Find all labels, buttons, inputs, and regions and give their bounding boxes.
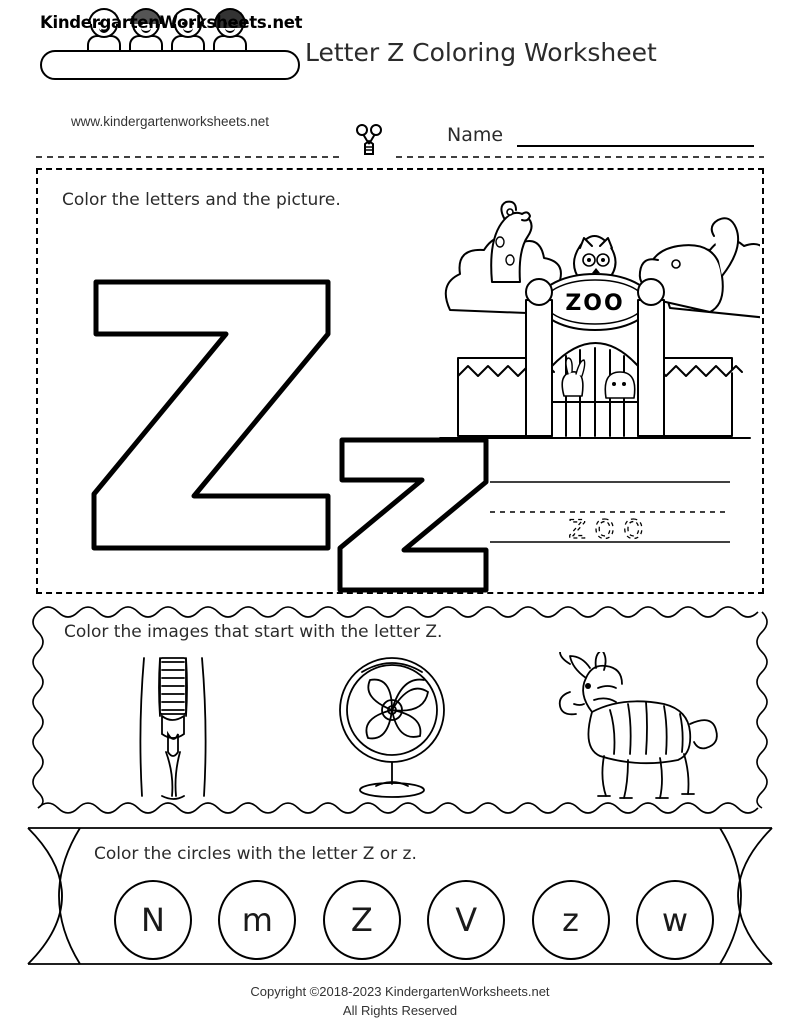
- letter-circle[interactable]: z: [532, 880, 610, 960]
- letter-circle[interactable]: Z: [323, 880, 401, 960]
- color-circles-section: [22, 822, 778, 970]
- name-label: Name: [447, 124, 504, 146]
- section2-instruction: Color the images that start with the letter Z.: [64, 622, 443, 642]
- fan-icon[interactable]: [322, 652, 462, 807]
- site-logo[interactable]: [40, 8, 303, 108]
- cut-line: [0, 152, 800, 162]
- zoo-scene-icon[interactable]: [430, 190, 760, 480]
- section3-instruction: Color the circles with the letter Z or z.: [94, 844, 417, 864]
- name-input-line[interactable]: [517, 145, 754, 147]
- logo-text: KindergartenWorksheets.net: [40, 13, 303, 32]
- letter-circle[interactable]: w: [636, 880, 714, 960]
- letter-circle[interactable]: V: [427, 880, 505, 960]
- uppercase-z-outline[interactable]: [66, 260, 356, 560]
- svg-text:ZOO: ZOO: [565, 291, 625, 316]
- page-header: [0, 0, 800, 150]
- logo-banner: [40, 50, 300, 80]
- color-images-section: [22, 604, 778, 816]
- zipper-icon[interactable]: [118, 652, 228, 807]
- page-footer: [0, 982, 800, 1020]
- section1-instruction: Color the letters and the picture.: [62, 190, 341, 210]
- letter-circle-row: [114, 880, 714, 966]
- tracing-area[interactable]: [490, 478, 730, 558]
- letter-circle[interactable]: m: [218, 880, 296, 960]
- page-title: Letter Z Coloring Worksheet: [305, 38, 657, 67]
- color-letters-section: [36, 168, 764, 594]
- site-url[interactable]: www.kindergartenworksheets.net: [70, 114, 270, 129]
- zebra-icon[interactable]: [534, 652, 734, 807]
- copyright-text: Copyright ©2018-2023 KindergartenWorksheets.net: [250, 984, 550, 999]
- svg-text:zoo: zoo: [568, 507, 652, 547]
- letter-circle[interactable]: N: [114, 880, 192, 960]
- rights-text: All Rights Reserved: [342, 1003, 458, 1018]
